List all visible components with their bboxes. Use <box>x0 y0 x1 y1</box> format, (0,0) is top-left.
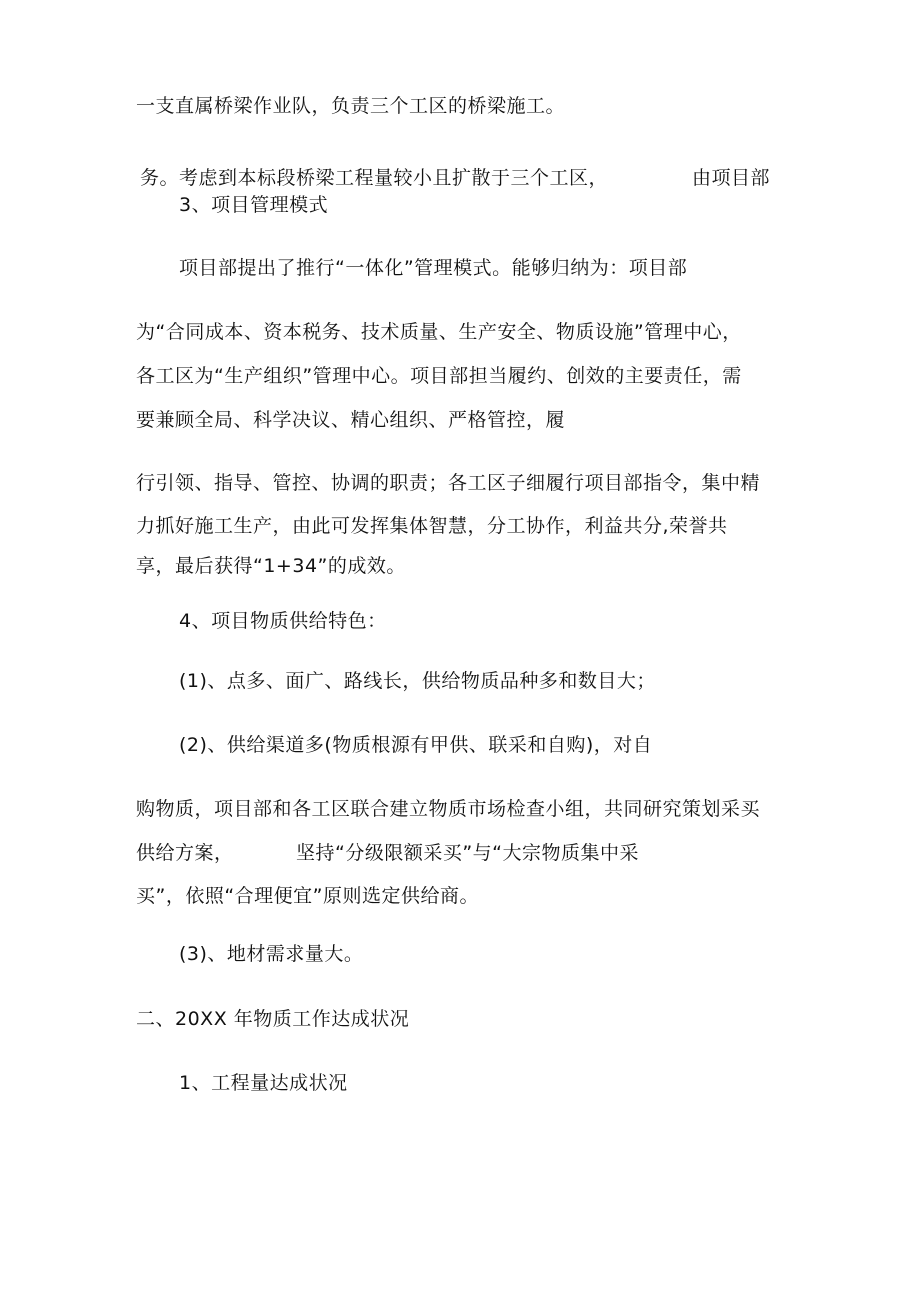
text-line: 项目部提出了推行“一体化”管理模式。能够归纳为：项目部 <box>179 257 688 279</box>
text-line: 各工区为“生产组织”管理中心。项目部担当履约、创效的主要责任，需 <box>136 365 742 387</box>
text-line: 一支直属桥梁作业队，负责三个工区的桥梁施工。 <box>136 95 566 117</box>
text-line: 坚持“分级限额采买”与“大宗物质集中采 <box>296 842 640 864</box>
section-heading: 4、项目物质供给特色： <box>179 610 387 632</box>
section-heading: 二、20XX 年物质工作达成状况 <box>136 1008 410 1030</box>
list-item: (2)、供给渠道多(物质根源有甲供、联采和自购)，对自 <box>179 734 653 756</box>
text-line: 为“合同成本、资本税务、技术质量、生产安全、物质设施”管理中心， <box>136 321 742 343</box>
section-heading: 1、工程量达成状况 <box>179 1072 348 1094</box>
list-item: (1)、点多、面广、路线长，供给物质品种多和数目大； <box>179 670 656 692</box>
text-line: 要兼顾全局、科学决议、精心组织、严格管控，履 <box>136 409 566 431</box>
text-line: 购物质，项目部和各工区联合建立物质市场检查小组，共同研究策划采买 <box>136 798 761 820</box>
text-line: 享，最后获得“1+34”的成效。 <box>136 555 406 577</box>
text-line: 买”，依照“合理便宜”原则选定供给商。 <box>136 885 480 907</box>
section-heading: 3、项目管理模式 <box>179 194 329 216</box>
text-line: 供给方案， <box>136 842 234 864</box>
text-line: 务。考虑到本标段桥梁工程量较小且扩散于三个工区， <box>140 167 609 189</box>
list-item: (3)、地材需求量大。 <box>179 943 364 965</box>
text-line: 力抓好施工生产，由此可发挥集体智慧，分工协作，利益共分,荣誉共 <box>136 515 728 537</box>
text-line: 行引领、指导、管控、协调的职责；各工区子细履行项目部指令，集中精 <box>136 472 761 494</box>
text-line: 由项目部 <box>692 167 771 189</box>
